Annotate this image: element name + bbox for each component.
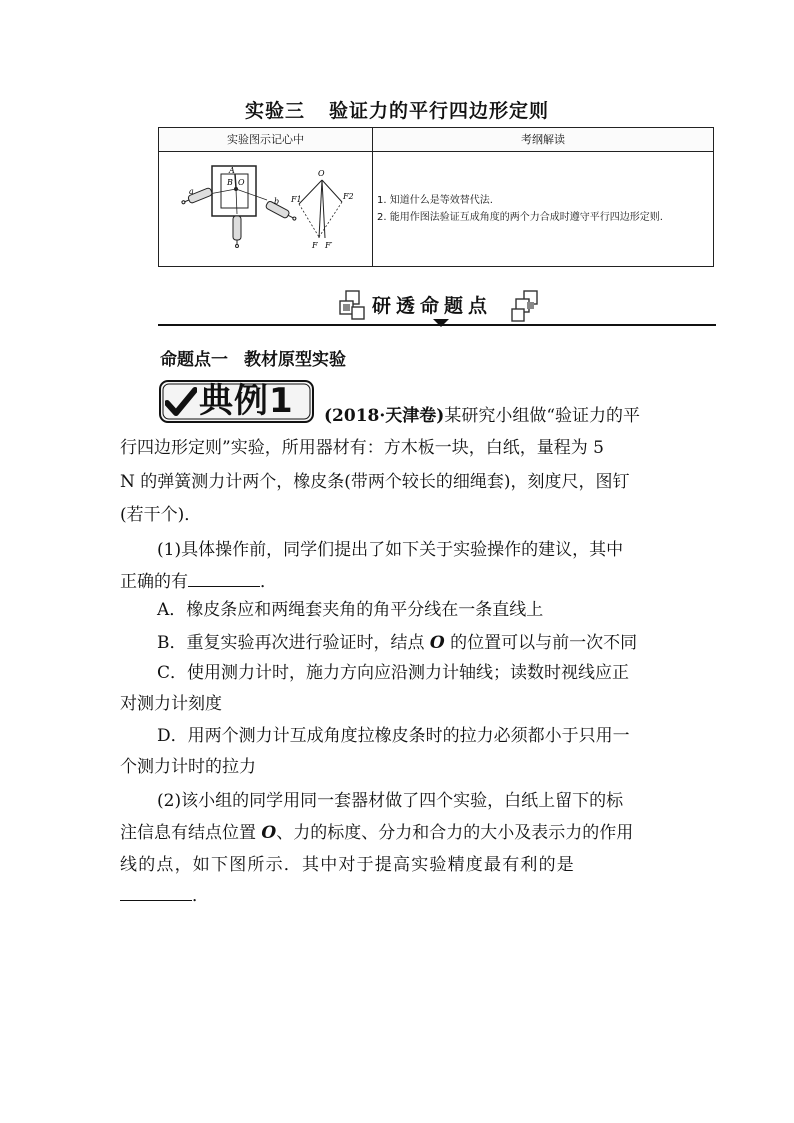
title-experiment-name: 验证力的平行四边形定则 (329, 100, 550, 122)
q1-option-d-line-2: 个测力计时的拉力 (120, 757, 256, 777)
table-divider (372, 128, 373, 266)
title-experiment-number: 实验三 (244, 100, 305, 122)
q2-answer-blank[interactable] (120, 882, 192, 901)
example-line-4: (若干个)． (120, 505, 202, 525)
summary-table (158, 127, 714, 267)
q2-line-3: 线的点，如下图所示．其中对于提高实验精度最有利的是 (120, 855, 575, 875)
spring-scale-vertical (233, 216, 241, 248)
check-mark-icon (165, 387, 197, 417)
force-F1-line (299, 180, 322, 204)
string-c (236, 189, 237, 214)
q1-option-b-text-2: 的位置可以与前一次不同 (444, 633, 638, 653)
string-b (236, 189, 267, 200)
left-squares-icon (338, 289, 372, 325)
q1-option-c-line-2: 对测力计刻度 (120, 694, 222, 714)
q2-line-1: (2)该小组的同学用同一套器材做了四个实验，白纸上留下的标 (157, 791, 624, 811)
parallelogram-side-2 (319, 202, 342, 237)
label-O-diagram: O (318, 169, 325, 178)
table-header-diagram: 实验图示记心中 (159, 128, 372, 152)
topic-heading (160, 345, 346, 370)
label-F1: F1 (291, 195, 302, 204)
q2-end: ． (192, 886, 209, 906)
q2-point-o: O (261, 823, 277, 843)
syllabus-point-2: 2. 能用作图法验证互成角度的两个力合成时遵守平行四边形定则. (377, 212, 663, 223)
label-a: a (189, 187, 194, 196)
example-source: (2018·天津卷) (324, 406, 445, 426)
label-F-prime: F′ (325, 241, 333, 250)
q1-option-b (157, 627, 677, 659)
q1-option-a: A．橡皮条应和两绳套夹角的角平分线在一条直线上 (157, 600, 544, 620)
force-F-prime-line (322, 180, 325, 238)
page-title (0, 96, 794, 123)
q1-option-b-point: O (429, 633, 445, 653)
q1-option-b-text-1: B．重复实验再次进行验证时，结点 (157, 633, 430, 653)
section-header (338, 289, 548, 325)
q1-option-c-line-1: C．使用测力计时，施力方向应沿测力计轴线；读数时视线应正 (157, 663, 630, 683)
right-squares-icon (510, 289, 548, 325)
label-B: B (227, 178, 233, 187)
experiment-figure (159, 152, 372, 266)
q1-stem-end: ． (260, 572, 277, 592)
q1-stem-line-1: (1)具体操作前，同学们提出了如下关于实验操作的建议，其中 (157, 540, 624, 560)
q2-line-2-text-1: 注信息有结点位置 (120, 823, 262, 843)
table-header-syllabus: 考纲解读 (373, 128, 713, 152)
badge-label: 典例1 (199, 381, 294, 421)
q2-line-2 (120, 817, 676, 849)
example-line-2: 行四边形定则”实验，所用器材有：方木板一块，白纸，量程为 5 (120, 438, 604, 458)
example-intro: 某研究小组做“验证力的平 (444, 406, 641, 426)
example-badge (159, 380, 314, 423)
syllabus-points (377, 192, 663, 226)
label-A: A (229, 166, 235, 175)
q1-option-d-line-1: D．用两个测力计互成角度拉橡皮条时的拉力必须都小于只用一 (157, 726, 630, 746)
example-line-3: N 的弹簧测力计两个，橡皮条(带两个较长的细绳套)，刻度尺，图钉 (120, 472, 630, 492)
spring-scale-a (181, 187, 213, 206)
section-title: 研透命题点 (372, 295, 493, 317)
example-line-1 (324, 400, 676, 432)
force-F-line (319, 180, 322, 238)
syllabus-point-1: 1. 知道什么是等效替代法. (377, 195, 493, 206)
q1-answer-blank[interactable] (188, 568, 260, 587)
force-F2-line (322, 180, 342, 202)
label-F2: F2 (343, 192, 354, 201)
label-O: O (238, 178, 245, 187)
label-F: F (312, 241, 318, 250)
topic-name: 教材原型实验 (244, 350, 346, 370)
q2-line-2-text-2: 、力的标度、分力和合力的大小及表示力的作用 (276, 823, 634, 843)
q1-stem-text: 正确的有 (120, 572, 188, 592)
string-a (209, 189, 236, 194)
q2-line-4 (120, 880, 676, 912)
parallelogram-side-1 (299, 204, 319, 237)
rubber-band (235, 174, 236, 188)
topic-number: 命题点一 (160, 350, 228, 370)
section-rule (158, 324, 716, 326)
label-b: b (274, 197, 280, 206)
